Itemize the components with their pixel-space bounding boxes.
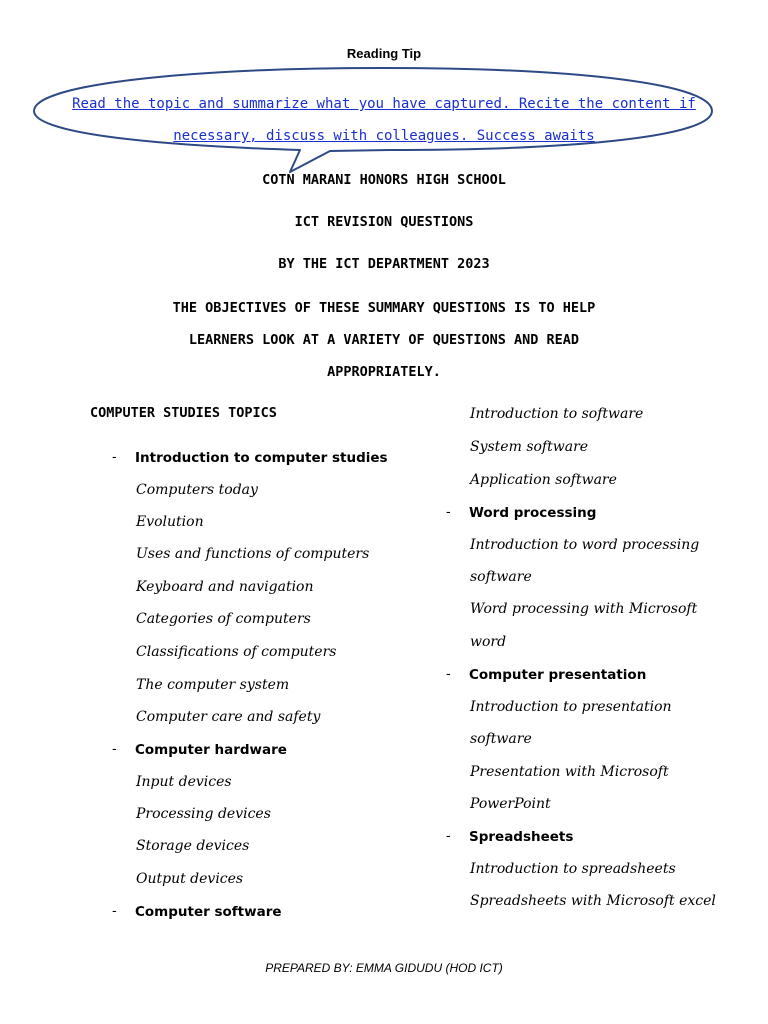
list-item: software [470, 569, 532, 585]
list-item: Presentation with Microsoft [470, 764, 669, 780]
section-computer-software: Computer software [135, 904, 282, 920]
bullet-dash: - [446, 505, 451, 520]
list-item: System software [470, 439, 589, 455]
list-item: Categories of computers [136, 611, 311, 627]
reading-tip-line-2: necessary, discuss with colleagues. Success awaits [173, 128, 595, 144]
reading-tip-callout-shape [0, 0, 768, 180]
prepared-by-footer: PREPARED BY: EMMA GIDUDU (HOD ICT) [265, 961, 503, 975]
list-item: Output devices [136, 871, 244, 887]
list-item: Input devices [136, 774, 232, 790]
bullet-dash: - [112, 742, 117, 757]
list-item: Introduction to spreadsheets [470, 861, 676, 877]
list-item: Computers today [136, 482, 258, 498]
list-item: Application software [470, 472, 617, 488]
list-item: Uses and functions of computers [136, 546, 370, 562]
list-item: Computer care and safety [136, 709, 321, 725]
section-word-processing: Word processing [469, 505, 597, 521]
list-item: Storage devices [136, 838, 250, 854]
document-title: ICT REVISION QUESTIONS [294, 214, 474, 230]
bullet-dash: - [112, 904, 117, 919]
list-item: Spreadsheets with Microsoft excel [470, 893, 716, 909]
bullet-dash: - [446, 829, 451, 844]
list-item: Introduction to software [470, 406, 644, 422]
reading-tip-label: Reading Tip [346, 46, 422, 61]
list-item: Classifications of computers [136, 644, 337, 660]
bullet-dash: - [446, 667, 451, 682]
list-item: Evolution [136, 514, 204, 530]
list-item: Introduction to word processing [470, 537, 700, 553]
topics-heading: COMPUTER STUDIES TOPICS [90, 405, 277, 421]
list-item: PowerPoint [470, 796, 551, 812]
objective-line-1: THE OBJECTIVES OF THESE SUMMARY QUESTIONS IS TO HELP [172, 300, 596, 316]
department-line: BY THE ICT DEPARTMENT 2023 [278, 256, 490, 272]
list-item: The computer system [136, 677, 290, 693]
list-item: software [470, 731, 532, 747]
objective-line-3: APPROPRIATELY. [327, 364, 441, 380]
section-intro-computer-studies: Introduction to computer studies [135, 450, 388, 466]
list-item: Introduction to presentation [470, 699, 672, 715]
list-item: word [470, 634, 507, 650]
objective-line-2: LEARNERS LOOK AT A VARIETY OF QUESTIONS AND READ [188, 332, 580, 348]
reading-tip-line-1: Read the topic and summarize what you have captured. Recite the content if [72, 96, 696, 112]
list-item: Word processing with Microsoft [470, 601, 698, 617]
bullet-dash: - [112, 450, 117, 465]
section-computer-presentation: Computer presentation [469, 667, 647, 683]
school-name: COTN MARANI HONORS HIGH SCHOOL [262, 172, 506, 188]
list-item: Keyboard and navigation [136, 579, 314, 595]
section-spreadsheets: Spreadsheets [469, 829, 574, 845]
section-computer-hardware: Computer hardware [135, 742, 287, 758]
list-item: Processing devices [136, 806, 271, 822]
